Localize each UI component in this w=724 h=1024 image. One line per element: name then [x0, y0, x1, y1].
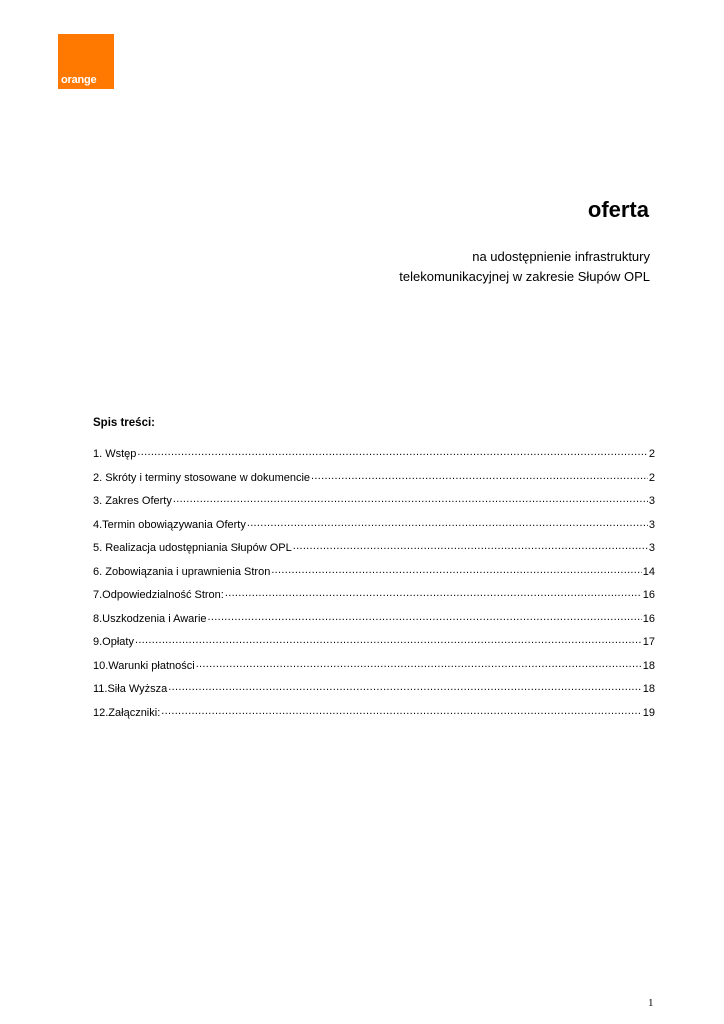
logo-text: orange [61, 74, 97, 86]
toc-leader-dots [225, 586, 642, 598]
document-title: oferta [587, 197, 649, 222]
toc-item-label: 7.Odpowiedzialność Stron: [93, 589, 224, 601]
toc-item-payment-terms[interactable] [93, 657, 655, 681]
toc-leader-dots [311, 469, 648, 481]
toc-item-label: 5. Realizacja udostępniania Słupów OPL [93, 542, 292, 554]
toc-item-page: 2 [648, 471, 655, 484]
toc-item-abbreviations[interactable] [93, 469, 655, 493]
toc-item-label: 9.Opłaty [93, 636, 134, 648]
toc-leader-dots [137, 445, 647, 457]
toc-item-intro[interactable] [93, 445, 655, 469]
toc-item-realization[interactable] [93, 539, 655, 563]
toc-leader-dots [271, 563, 641, 575]
page-number: 1 [648, 997, 654, 1009]
toc-item-page: 14 [642, 565, 655, 578]
toc-item-fees[interactable] [93, 633, 655, 657]
toc-leader-dots [293, 539, 648, 551]
toc-item-label: 11.Siła Wyższa [93, 683, 168, 695]
toc-item-page: 2 [648, 448, 655, 460]
toc-item-label: 8.Uszkodzenia i Awarie [93, 612, 207, 625]
toc-leader-dots [208, 610, 642, 622]
toc-item-damages[interactable] [93, 610, 655, 634]
toc-item-page: 17 [642, 636, 655, 648]
toc-item-page: 16 [642, 612, 655, 625]
document-subtitle [290, 247, 650, 287]
toc-item-page: 3 [648, 518, 655, 531]
toc-item-page: 3 [648, 542, 655, 554]
toc-item-scope[interactable] [93, 492, 655, 516]
toc-leader-dots [247, 516, 648, 528]
toc-item-page: 19 [642, 706, 655, 719]
toc-item-label: 2. Skróty i terminy stosowane w dokumencie [93, 471, 311, 484]
subtitle-line-1: na udostępnienie infrastruktury [472, 249, 650, 264]
toc-item-validity[interactable] [93, 516, 655, 540]
toc-item-page: 16 [642, 589, 655, 601]
toc-item-page: 18 [642, 659, 655, 672]
table-of-contents [93, 445, 655, 727]
toc-leader-dots [135, 633, 642, 645]
toc-item-liability[interactable] [93, 586, 655, 610]
toc-leader-dots [161, 704, 641, 716]
toc-item-obligations[interactable] [93, 563, 655, 587]
toc-leader-dots [168, 680, 641, 692]
toc-item-page: 3 [648, 495, 655, 507]
toc-item-attachments[interactable] [93, 704, 655, 728]
toc-item-label: 1. Wstęp [93, 448, 137, 460]
toc-item-page: 18 [642, 683, 655, 695]
toc-item-label: 12.Załączniki: [93, 706, 161, 719]
toc-leader-dots [196, 657, 642, 669]
toc-item-label: 6. Zobowiązania i uprawnienia Stron [93, 565, 271, 578]
toc-item-force-majeure[interactable] [93, 680, 655, 704]
orange-logo [58, 34, 114, 89]
toc-item-label: 4.Termin obowiązywania Oferty [93, 518, 246, 531]
toc-heading: Spis treści: [93, 417, 155, 429]
subtitle-line-2: telekomunikacyjnej w zakresie Słupów OPL [399, 269, 650, 284]
toc-leader-dots [173, 492, 648, 504]
toc-item-label: 10.Warunki płatności [93, 659, 195, 672]
toc-item-label: 3. Zakres Oferty [93, 495, 172, 507]
